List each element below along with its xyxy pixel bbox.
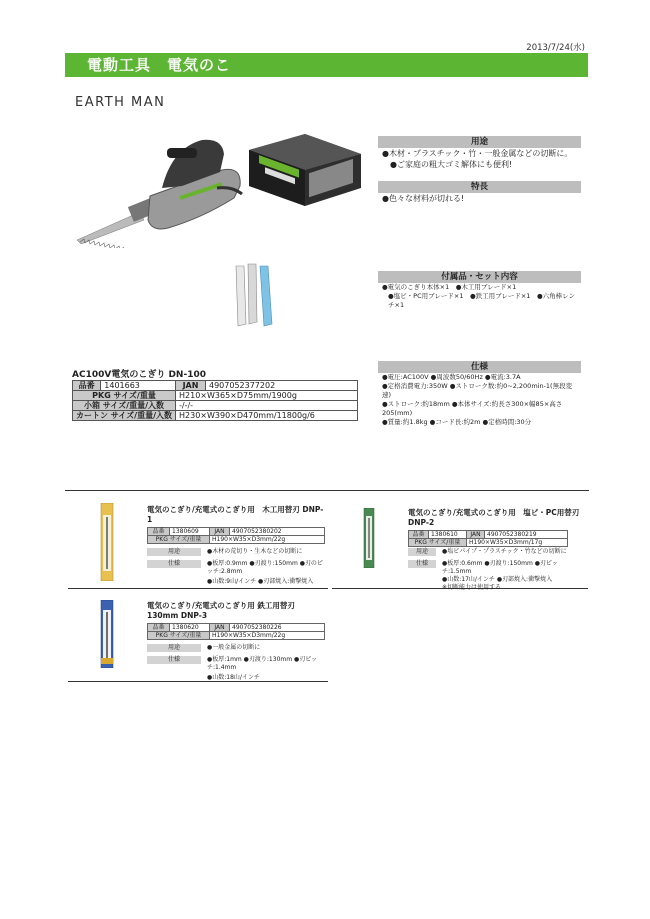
code-value: 1401663 <box>101 381 176 391</box>
code-label: 品番 <box>148 528 170 536</box>
blade-package-image <box>100 503 114 581</box>
sub-product-title: 電気のこぎり/充電式のこぎり用 塩ビ・PC用替刃 DNP-2 <box>408 508 580 527</box>
jan-label: JAN <box>176 381 206 391</box>
pkg-value: H190×W35×D3mm/22g <box>210 536 325 544</box>
use-value: ●塩ビパイプ・プラスチック・竹などの切断に <box>442 548 567 555</box>
use-value: ●一般金属の切断に <box>207 644 261 651</box>
accessories-heading: 付属品・セット内容 <box>378 271 581 283</box>
brand-logo: EARTH MAN <box>75 95 166 110</box>
specs-heading: 仕様 <box>378 361 581 373</box>
inner-box-label: 小箱 サイズ/重量/入数 <box>73 401 176 411</box>
jan-label: JAN <box>467 531 485 539</box>
sub-product-title: 電気のこぎり/充電式のこぎり用 木工用替刃 DNP-1 <box>147 505 324 524</box>
sub-product-dnp3 <box>147 601 327 682</box>
inner-box-value: -/-/- <box>176 401 358 411</box>
sub-product-table <box>147 623 325 640</box>
uses-line: ●木材・プラスチック・竹・一般金属などの切断に。 <box>382 149 573 158</box>
spec-line: ●板厚:1mm ●刃渡り:130mm ●刃ピッチ:1.4mm <box>207 656 317 671</box>
spec-line: ●板厚:0.6mm ●刃渡り:150mm ●刃ピッチ:1.5mm <box>442 560 558 575</box>
sub-product-dnp2-details <box>408 546 583 592</box>
specs-line: ●質量:約1.8kg ●コード長:約2m ●定格時間:30分 <box>382 418 532 426</box>
features-heading: 特長 <box>378 181 581 193</box>
product-spec-table <box>72 380 358 421</box>
spec-line: ※切断能力は使用する <box>442 584 502 591</box>
reciprocating-saw-image <box>72 128 247 248</box>
specs-line: ●定格消費電力:350W ●ストローク数:約0~2,200min-1(無段変速) <box>382 382 573 399</box>
specs-section <box>378 361 581 427</box>
accessories-section <box>378 271 581 310</box>
product-name: AC100V電気のこぎり DN-100 <box>72 370 206 380</box>
use-label: 用途 <box>147 644 201 652</box>
pkg-label: PKG サイズ/重量 <box>148 536 210 544</box>
pkg-label: PKG サイズ/重量 <box>73 391 176 401</box>
sub-product-dnp1 <box>147 505 327 586</box>
pkg-label: PKG サイズ/重量 <box>409 539 467 547</box>
pkg-value: H210×W365×D75mm/1900g <box>176 391 358 401</box>
uses-line: ●ご家庭の粗大ゴミ解体にも便利! <box>390 160 513 169</box>
jan-value: 4907052380226 <box>230 624 325 632</box>
jan-value: 4907052377202 <box>206 381 358 391</box>
specs-line: ●電圧:AC100V ●周波数50/60Hz ●電流:3.7A <box>382 373 521 381</box>
code-label: 品番 <box>148 624 170 632</box>
jan-value: 4907052380219 <box>485 531 568 539</box>
sub-product-dnp2 <box>408 508 583 547</box>
use-label: 用途 <box>147 548 201 556</box>
code-value: 1380610 <box>429 531 467 539</box>
spec-label: 仕様 <box>147 560 201 568</box>
features-line: ●色々な材料が切れる! <box>382 194 465 203</box>
pkg-label: PKG サイズ/重量 <box>148 632 210 640</box>
divider <box>68 588 328 589</box>
page-title: 電動工具 電気のこ <box>65 53 588 77</box>
features-section <box>378 181 581 204</box>
sub-product-table <box>147 527 325 544</box>
accessories-line: ●塩ビ・PC用ブレード×1 ●鉄工用ブレード×1 ●六角棒レンチ×1 <box>388 292 575 309</box>
uses-section <box>378 136 581 170</box>
specs-line: ●ストローク:約18mm ●本体サイズ:約長さ300×幅85×高さ205(mm) <box>382 400 563 417</box>
sub-product-title: 電気のこぎり/充電式のこぎり用 鉄工用替刃 130mm DNP-3 <box>147 601 295 620</box>
package-box-image <box>245 130 365 210</box>
carton-label: カートン サイズ/重量/入数 <box>73 411 176 421</box>
spec-line: ●山数:17山/インチ ●刃部焼入:衝撃焼入 <box>442 576 553 583</box>
accessories-line: ●電気のこぎり本体×1 ●木工用ブレード×1 <box>382 283 517 291</box>
code-value: 1380609 <box>170 528 210 536</box>
jan-label: JAN <box>210 528 230 536</box>
spec-line: ●板厚:0.9mm ●刃渡り:150mm ●刃のピッチ:2.8mm <box>207 560 323 575</box>
use-label: 用途 <box>408 548 436 556</box>
date: 2013/7/24(水) <box>526 43 585 53</box>
spec-label: 仕様 <box>147 656 201 664</box>
spec-line: ●山数:18山/インチ <box>207 674 260 681</box>
jan-value: 4907052380202 <box>230 528 325 536</box>
spec-label: 仕様 <box>408 560 436 568</box>
spec-line: ●山数:9山/インチ ●刃部焼入:衝撃焼入 <box>207 578 314 585</box>
jan-label: JAN <box>210 624 230 632</box>
pkg-value: H190×W35×D3mm/17g <box>467 539 568 547</box>
code-value: 1380620 <box>170 624 210 632</box>
blades-image <box>232 262 280 330</box>
pkg-value: H190×W35×D3mm/22g <box>210 632 325 640</box>
code-label: 品番 <box>73 381 101 391</box>
sub-product-table <box>408 530 568 547</box>
carton-value: H230×W390×D470mm/11800g/6 <box>176 411 358 421</box>
uses-heading: 用途 <box>378 136 581 148</box>
blade-package-image <box>363 508 375 568</box>
code-label: 品番 <box>409 531 429 539</box>
divider <box>65 490 589 491</box>
use-value: ●木材の荒切り・生木などの切断に <box>207 548 303 555</box>
blade-package-image <box>100 600 114 668</box>
